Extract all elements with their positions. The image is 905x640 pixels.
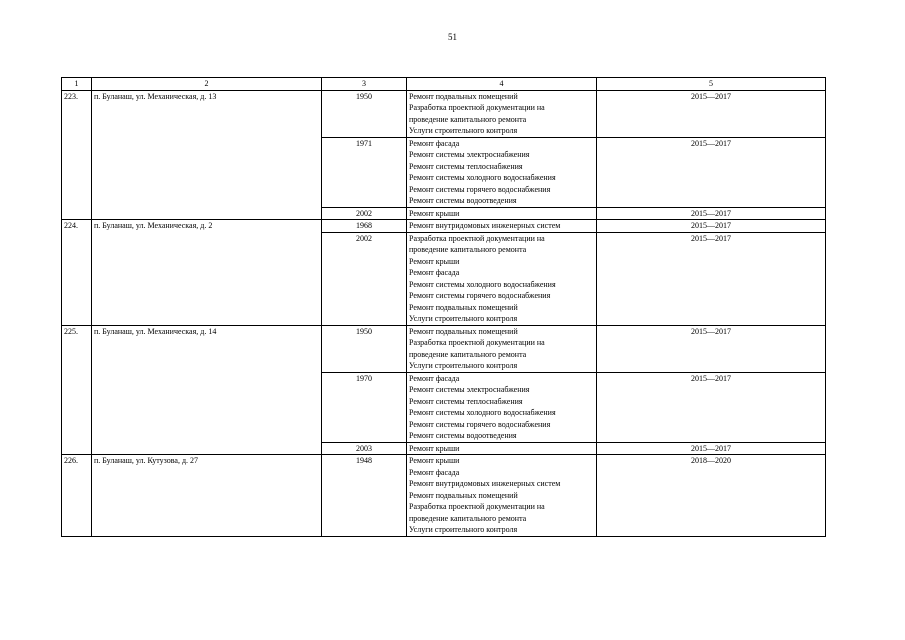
repair-work-item: Ремонт крыши [409, 208, 460, 218]
repair-work-item: Ремонт системы водоотведения [409, 196, 517, 205]
repair-period: 2015—2017 [597, 442, 826, 455]
column-header-period: 5 [597, 78, 826, 91]
entry-number: 226. [62, 455, 92, 537]
repair-work-item: проведение капитального ремонта [409, 513, 527, 523]
column-header-number: 1 [62, 78, 92, 91]
repair-work-item: Ремонт системы холодного водоснабжения [409, 173, 556, 182]
repair-work-item: Ремонт системы электроснабжения [409, 150, 530, 159]
repair-work-item: Ремонт системы горячего водоснабжения [409, 291, 551, 300]
entry-number: 224. [62, 220, 92, 326]
column-header-works: 4 [407, 78, 597, 91]
construction-year: 1948 [322, 455, 407, 537]
repair-work-item: Ремонт подвальных помещений [409, 490, 518, 500]
construction-year: 1968 [322, 220, 407, 233]
table-body [62, 90, 826, 536]
repair-work-item: Ремонт крыши [409, 456, 460, 465]
repair-works-cell [407, 442, 597, 455]
repair-work-item: проведение капитального ремонта [409, 245, 527, 254]
entry-address: п. Буланаш, ул. Механическая, д. 14 [92, 325, 322, 455]
repair-period: 2015—2017 [597, 325, 826, 372]
repair-work-item: Ремонт подвальных помещений [409, 302, 518, 312]
repair-work-item: Ремонт внутридомовых инженерных систем [409, 221, 561, 230]
page-number: 51 [448, 32, 457, 42]
entry-number: 225. [62, 325, 92, 455]
repair-period: 2015—2017 [597, 220, 826, 233]
repair-work-item: Разработка проектной документации на [409, 103, 545, 112]
column-header-year: 3 [322, 78, 407, 91]
table-header-row [62, 78, 826, 91]
entry-address: п. Буланаш, ул. Кутузова, д. 27 [92, 455, 322, 537]
repair-works-cell [407, 220, 597, 233]
construction-year: 1950 [322, 325, 407, 372]
table-row [62, 325, 826, 372]
repair-work-item: Ремонт фасада [409, 138, 460, 148]
repair-work-item: Разработка проектной документации на [409, 233, 545, 243]
repair-work-item: Ремонт системы теплоснабжения [409, 161, 523, 171]
repair-work-item: Ремонт системы холодного водоснабжения [409, 279, 556, 289]
repair-work-item: Ремонт фасада [409, 373, 460, 383]
repair-work-item: Ремонт крыши [409, 256, 460, 266]
repair-period: 2015—2017 [597, 137, 826, 207]
repair-works-cell [407, 232, 597, 325]
table-row [62, 455, 826, 537]
repair-work-item: Ремонт системы электроснабжения [409, 385, 530, 394]
repair-work-item: Разработка проектной документации на [409, 502, 545, 511]
construction-year: 1970 [322, 372, 407, 442]
table-row [62, 90, 826, 137]
repair-work-item: проведение капитального ремонта [409, 114, 527, 124]
entry-address: п. Буланаш, ул. Механическая, д. 13 [92, 90, 322, 220]
repair-period: 2015—2017 [597, 90, 826, 137]
repair-work-item: Разработка проектной документации на [409, 338, 545, 347]
repair-period: 2015—2017 [597, 372, 826, 442]
entry-number: 223. [62, 90, 92, 220]
repair-work-item: Ремонт фасада [409, 268, 460, 277]
repair-works-cell [407, 207, 597, 220]
repair-work-item: проведение капитального ремонта [409, 349, 527, 359]
repair-work-item: Ремонт системы теплоснабжения [409, 396, 523, 406]
table-row [62, 220, 826, 233]
repair-work-item: Услуги строительного контроля [409, 314, 518, 323]
repair-work-item: Ремонт крыши [409, 443, 460, 453]
repair-period: 2018—2020 [597, 455, 826, 537]
repair-work-item: Услуги строительного контроля [409, 126, 518, 135]
repair-work-item: Ремонт системы горячего водоснабжения [409, 184, 551, 194]
repair-works-cell [407, 325, 597, 372]
repair-works-cell [407, 372, 597, 442]
repair-work-item: Ремонт системы горячего водоснабжения [409, 419, 551, 429]
repair-works-cell [407, 90, 597, 137]
repair-work-item: Ремонт внутридомовых инженерных систем [409, 479, 561, 488]
repair-work-item: Ремонт подвальных помещений [409, 326, 518, 336]
repair-works-cell [407, 455, 597, 537]
construction-year: 2003 [322, 442, 407, 455]
column-header-address: 2 [92, 78, 322, 91]
repair-work-item: Услуги строительного контроля [409, 361, 518, 370]
construction-year: 2002 [322, 232, 407, 325]
capital-repair-table [61, 77, 826, 537]
construction-year: 2002 [322, 207, 407, 220]
repair-work-item: Ремонт подвальных помещений [409, 91, 518, 101]
repair-work-item: Услуги строительного контроля [409, 525, 518, 534]
repair-period: 2015—2017 [597, 207, 826, 220]
entry-address: п. Буланаш, ул. Механическая, д. 2 [92, 220, 322, 326]
repair-period: 2015—2017 [597, 232, 826, 325]
repair-work-item: Ремонт системы водоотведения [409, 431, 517, 440]
construction-year: 1950 [322, 90, 407, 137]
repair-work-item: Ремонт системы холодного водоснабжения [409, 408, 556, 417]
repair-work-item: Ремонт фасада [409, 467, 460, 477]
construction-year: 1971 [322, 137, 407, 207]
repair-works-cell [407, 137, 597, 207]
